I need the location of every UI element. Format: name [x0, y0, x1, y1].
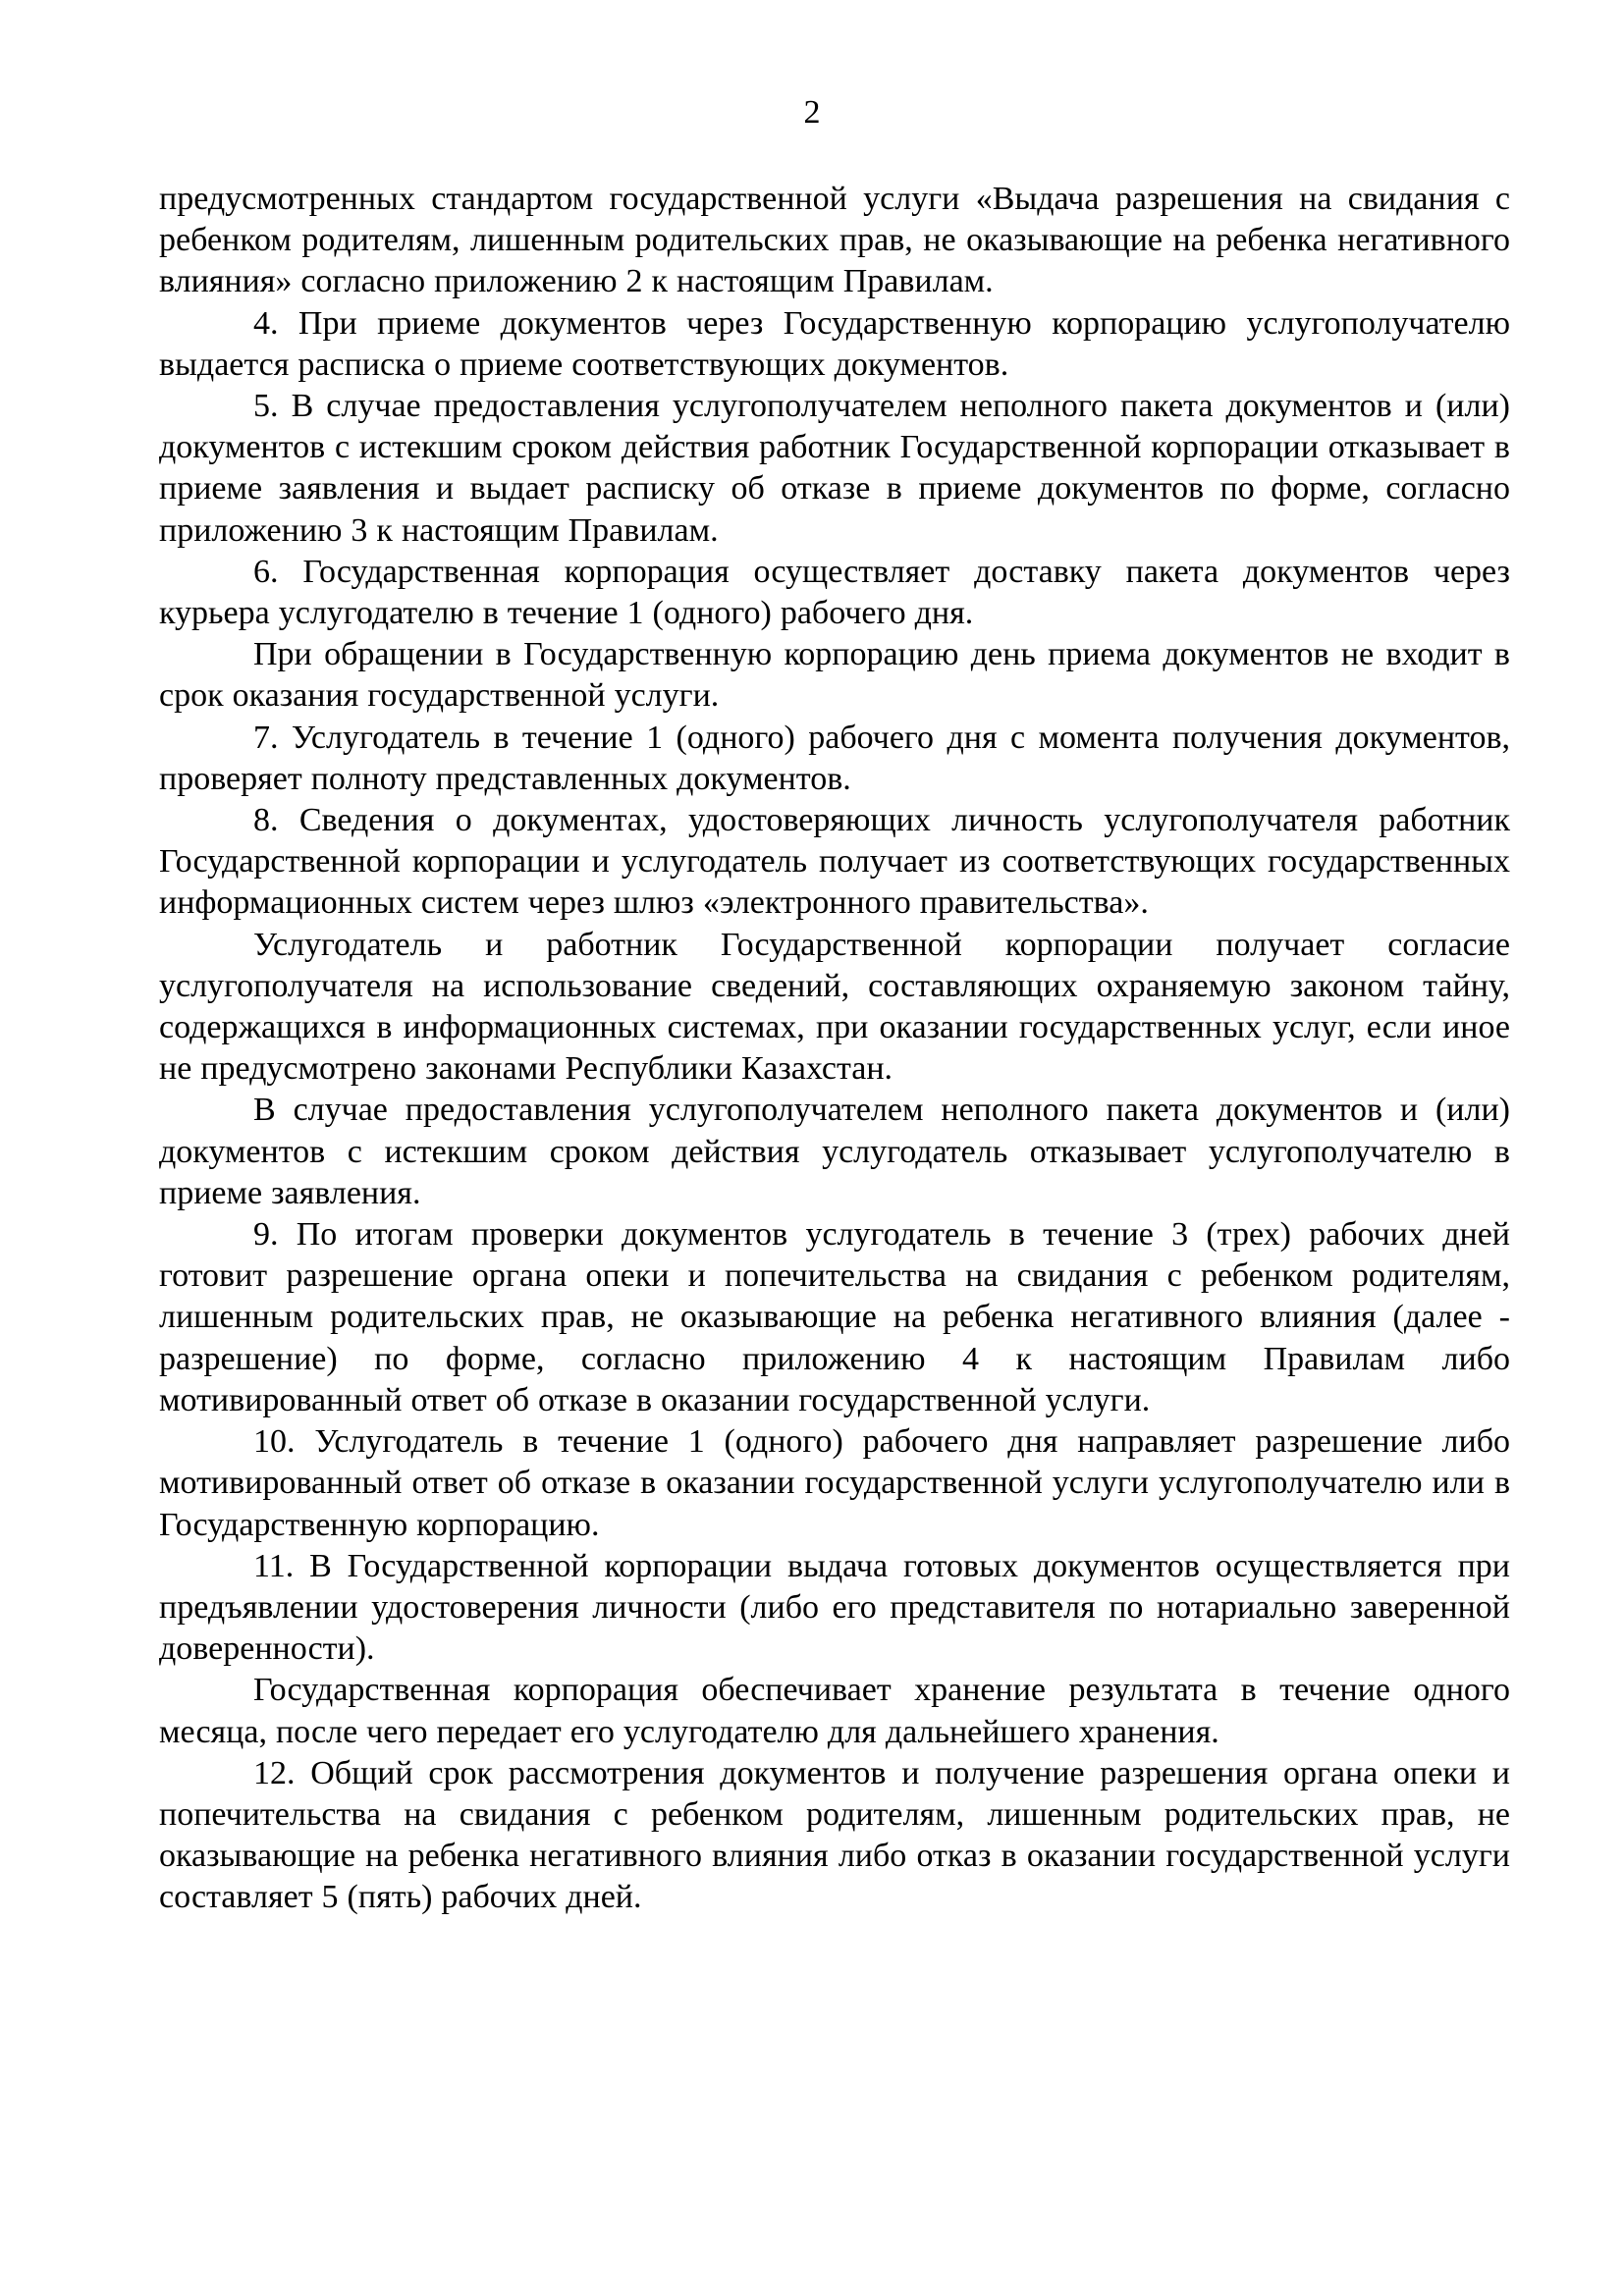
paragraph: 7. Услугодатель в течение 1 (одного) рабочего дня с момента получения документов, проверяет полноту представленных документов. [159, 719, 1510, 797]
paragraph: 9. По итогам проверки документов услугодатель в течение 3 (трех) рабочих дней готовит разрешение органа опеки и попечительства на свидания с ребенком родителям, лишенным родительских прав, не оказывающие на ребенка негативного влияния (далее - разрешение) по форме, согласно приложению 4 к настоящим Правилам либо мотивированный ответ об отказе в оказании государственной услуги. [159, 1216, 1510, 1418]
page-number: 2 [803, 94, 821, 131]
document-body [159, 179, 1510, 1919]
paragraph: Государственная корпорация обеспечивает хранение результата в течение одного месяца, после чего передает его услугодателю для дальнейшего хранения. [159, 1672, 1510, 1750]
paragraph: Услугодатель и работник Государственной корпорации получает согласие услугополучателя на использование сведений, составляющих охраняемую законом тайну, содержащихся в информационных системах, при оказании государственных услуг, если иное не предусмотрено законами Республики Казахстан. [159, 926, 1510, 1088]
paragraph: 6. Государственная корпорация осуществляет доставку пакета документов через курьера услугодателю в течение 1 (одного) рабочего дня. [159, 553, 1510, 632]
paragraph: 11. В Государственной корпорации выдача готовых документов осуществляется при предъявлении удостоверения личности (либо его представителя по нотариально заверенной доверенности). [159, 1547, 1510, 1668]
paragraph: 4. При приеме документов через Государственную корпорацию услугополучателю выдается расписка о приеме соответствующих документов. [159, 304, 1510, 383]
paragraph: 10. Услугодатель в течение 1 (одного) рабочего дня направляет разрешение либо мотивированный ответ об отказе в оказании государственной услуги услугополучателю или в Государственную корпорацию. [159, 1423, 1510, 1543]
paragraph: предусмотренных стандартом государственной услуги «Выдача разрешения на свидания с ребенком родителям, лишенным родительских прав, не оказывающие на ребенка негативного влияния» согласно приложению 2 к настоящим Правилам. [159, 181, 1510, 300]
paragraph: 5. В случае предоставления услугополучателем неполного пакета документов и (или) документов с истекшим сроком действия работник Государственной корпорации отказывает в приеме заявления и выдает расписку об отказе в приеме документов по форме, согласно приложению 3 к настоящим Правилам. [159, 388, 1510, 549]
paragraph: 8. Сведения о документах, удостоверяющих личность услугополучателя работник Государственной корпорации и услугодатель получает из соответствующих государственных информационных систем через шлюз «электронного правительства». [159, 802, 1510, 922]
paragraph: При обращении в Государственную корпорацию день приема документов не входит в срок оказания государственной услуги. [159, 636, 1510, 715]
paragraph: 12. Общий срок рассмотрения документов и получение разрешения органа опеки и попечительства на свидания с ребенком родителям, лишенным родительских прав, не оказывающие на ребенка негативного влияния либо отказ в оказании государственной услуги составляет 5 (пять) рабочих дней. [159, 1754, 1510, 1916]
paragraph: В случае предоставления услугополучателем неполного пакета документов и (или) документов с истекшим сроком действия услугодатель отказывает услугополучателю в приеме заявления. [159, 1092, 1510, 1211]
